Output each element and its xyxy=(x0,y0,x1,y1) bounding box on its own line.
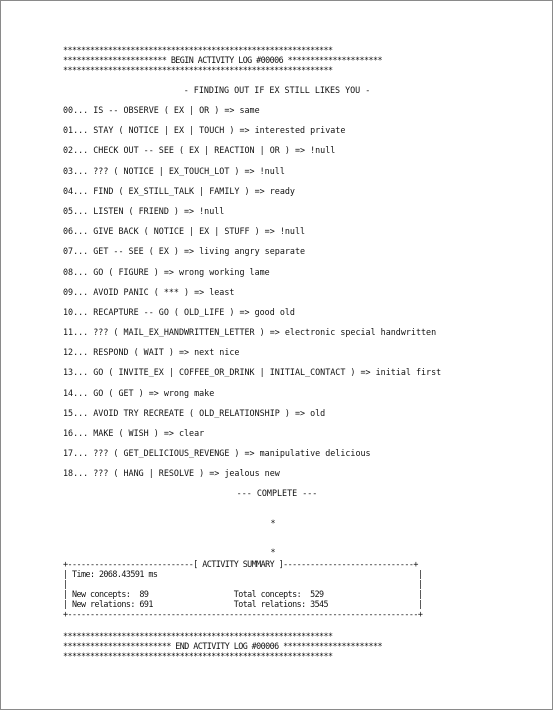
log-subtitle: - FINDING OUT IF EX STILL LIKES YOU - xyxy=(183,85,371,95)
log-line: 10... RECAPTURE -- GO ( OLD_LIFE ) => good old xyxy=(63,306,295,317)
log-line: 04... FIND ( EX_STILL_TALK | FAMILY ) => ready xyxy=(63,185,295,196)
summary-relations: | New relations: 691 Total relations: 3545 | xyxy=(63,599,423,609)
footer-star-rule-bottom: ************************************************************ xyxy=(63,651,333,661)
log-line: 02... CHECK OUT -- SEE ( EX | REACTION | OR ) => !null xyxy=(63,145,336,156)
log-lines xyxy=(63,105,493,489)
log-line: 14... GO ( GET ) => wrong make xyxy=(63,387,215,398)
summary-bottom-border: +------------------------------------------------------------------------------+ xyxy=(63,609,423,619)
header-star-rule-bottom: ************************************************************ xyxy=(63,65,333,75)
log-line: 18... ??? ( HANG | RESOLVE ) => jealous new xyxy=(63,468,280,479)
star-mark: * xyxy=(270,547,276,557)
summary-concepts: | New concepts: 89 Total concepts: 529 | xyxy=(63,589,423,599)
log-line: 05... LISTEN ( FRIEND ) => !null xyxy=(63,205,225,216)
log-line: 11... ??? ( MAIL_EX_HANDWRITTEN_LETTER ) => electronic special handwritten xyxy=(63,327,437,338)
complete-marker: --- COMPLETE --- xyxy=(236,488,318,498)
star-mark: * xyxy=(270,518,276,528)
activity-summary-box xyxy=(63,559,493,619)
log-line: 13... GO ( INVITE_EX | COFFEE_OR_DRINK | INITIAL_CONTACT ) => initial first xyxy=(63,367,442,378)
log-line: 16... MAKE ( WISH ) => clear xyxy=(63,428,205,438)
log-line: 15... AVOID TRY RECREATE ( OLD_RELATIONSHIP ) => old xyxy=(63,407,326,418)
log-line: 06... GIVE BACK ( NOTICE | EX | STUFF ) => !null xyxy=(63,226,306,237)
summary-blank-row: | | xyxy=(63,579,423,589)
footer-title-line: ************************ END ACTIVITY LOG #00006 ********************** xyxy=(63,641,382,651)
header-title-line: *********************** BEGIN ACTIVITY LOG #00006 ********************* xyxy=(63,55,382,65)
log-line: 12... RESPOND ( WAIT ) => next nice xyxy=(63,347,240,358)
log-line: 08... GO ( FIGURE ) => wrong working lame xyxy=(63,266,270,277)
log-line: 17... ??? ( GET_DELICIOUS_REVENGE ) => manipulative delicious xyxy=(63,448,371,459)
header-star-rule-top: ************************************************************ xyxy=(63,45,333,55)
log-line: 07... GET -- SEE ( EX ) => living angry separate xyxy=(63,246,306,257)
footer-star-rule-top: ************************************************************ xyxy=(63,631,333,641)
summary-time: | Time: 2068.43591 ms | xyxy=(63,569,423,579)
log-line: 03... ??? ( NOTICE | EX_TOUCH_LOT ) => !null xyxy=(63,165,285,176)
summary-top-border: +----------------------------[ ACTIVITY SUMMARY ]-----------------------------+ xyxy=(63,559,418,569)
log-line: 09... AVOID PANIC ( *** ) => least xyxy=(63,286,235,297)
log-line: 01... STAY ( NOTICE | EX | TOUCH ) => interested private xyxy=(63,125,346,136)
log-line: 00... IS -- OBSERVE ( EX | OR ) => same xyxy=(63,105,260,115)
